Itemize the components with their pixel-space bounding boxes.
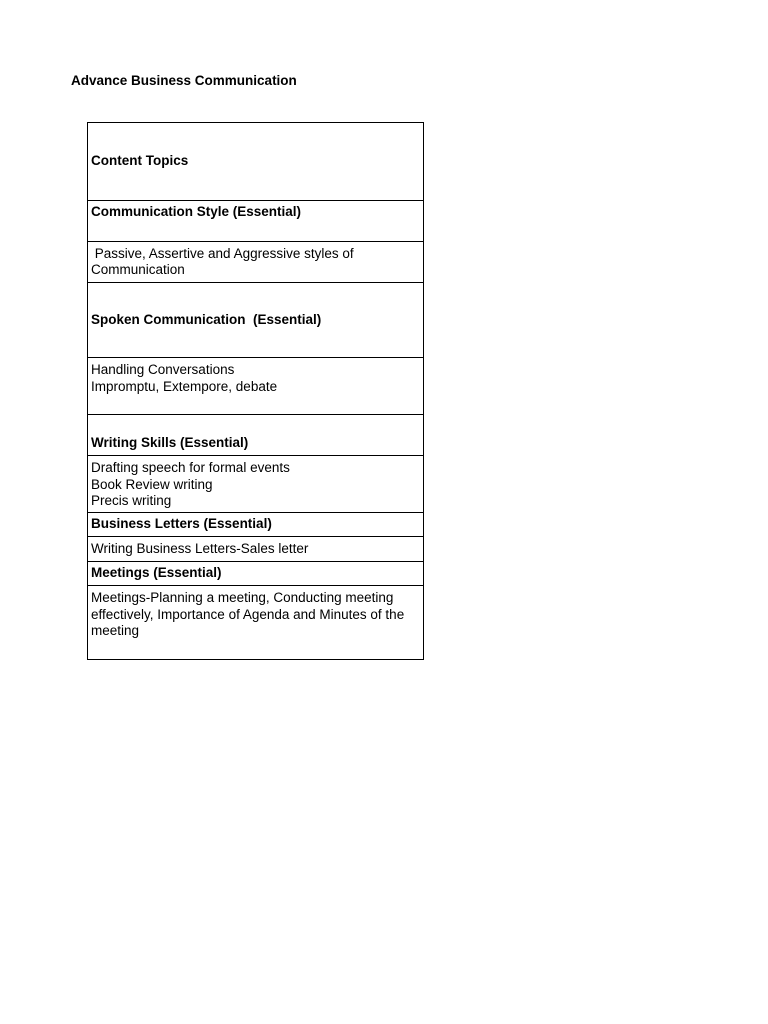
section-heading-meetings: Meetings (Essential) — [88, 562, 424, 586]
section-content-meetings — [88, 586, 424, 660]
content-topics-table — [87, 122, 424, 660]
section-content-business-letters — [88, 537, 424, 562]
table-row — [88, 586, 424, 660]
content-line: Book Review writing — [91, 476, 213, 492]
table-row — [88, 415, 424, 456]
table-row — [88, 242, 424, 283]
section-heading-business-letters: Business Letters (Essential) — [88, 513, 424, 537]
content-line: Drafting speech for formal events — [91, 460, 290, 475]
content-line: Passive, Assertive and Aggressive styles of — [91, 245, 354, 261]
table-row — [88, 358, 424, 415]
section-content-writing-skills — [88, 456, 424, 513]
table-row — [88, 562, 424, 586]
content-line: Meetings-Planning a meeting, Conducting meeting — [91, 590, 394, 605]
section-content-communication-style — [88, 242, 424, 283]
content-line: Precis writing — [91, 493, 172, 508]
table-header-cell: Content Topics — [88, 123, 424, 201]
content-line: Writing Business Letters-Sales letter — [91, 540, 309, 556]
content-line: Communication — [91, 262, 185, 277]
content-line: Impromptu, Extempore, debate — [91, 378, 278, 394]
table-row — [88, 513, 424, 537]
table-row — [88, 283, 424, 358]
table-row — [88, 537, 424, 562]
section-heading-writing-skills: Writing Skills (Essential) — [88, 415, 424, 456]
section-heading-communication-style: Communication Style (Essential) — [88, 201, 424, 242]
table-row — [88, 456, 424, 513]
table-row — [88, 201, 424, 242]
content-line: effectively, Importance of Agenda and Minutes of the — [91, 606, 405, 622]
content-line: meeting — [91, 623, 140, 638]
table-row — [88, 123, 424, 201]
section-content-spoken-communication — [88, 358, 424, 415]
content-line: Handling Conversations — [91, 362, 235, 377]
document-title: Advance Business Communication — [71, 73, 297, 88]
section-heading-spoken-communication: Spoken Communication (Essential) — [88, 283, 424, 358]
